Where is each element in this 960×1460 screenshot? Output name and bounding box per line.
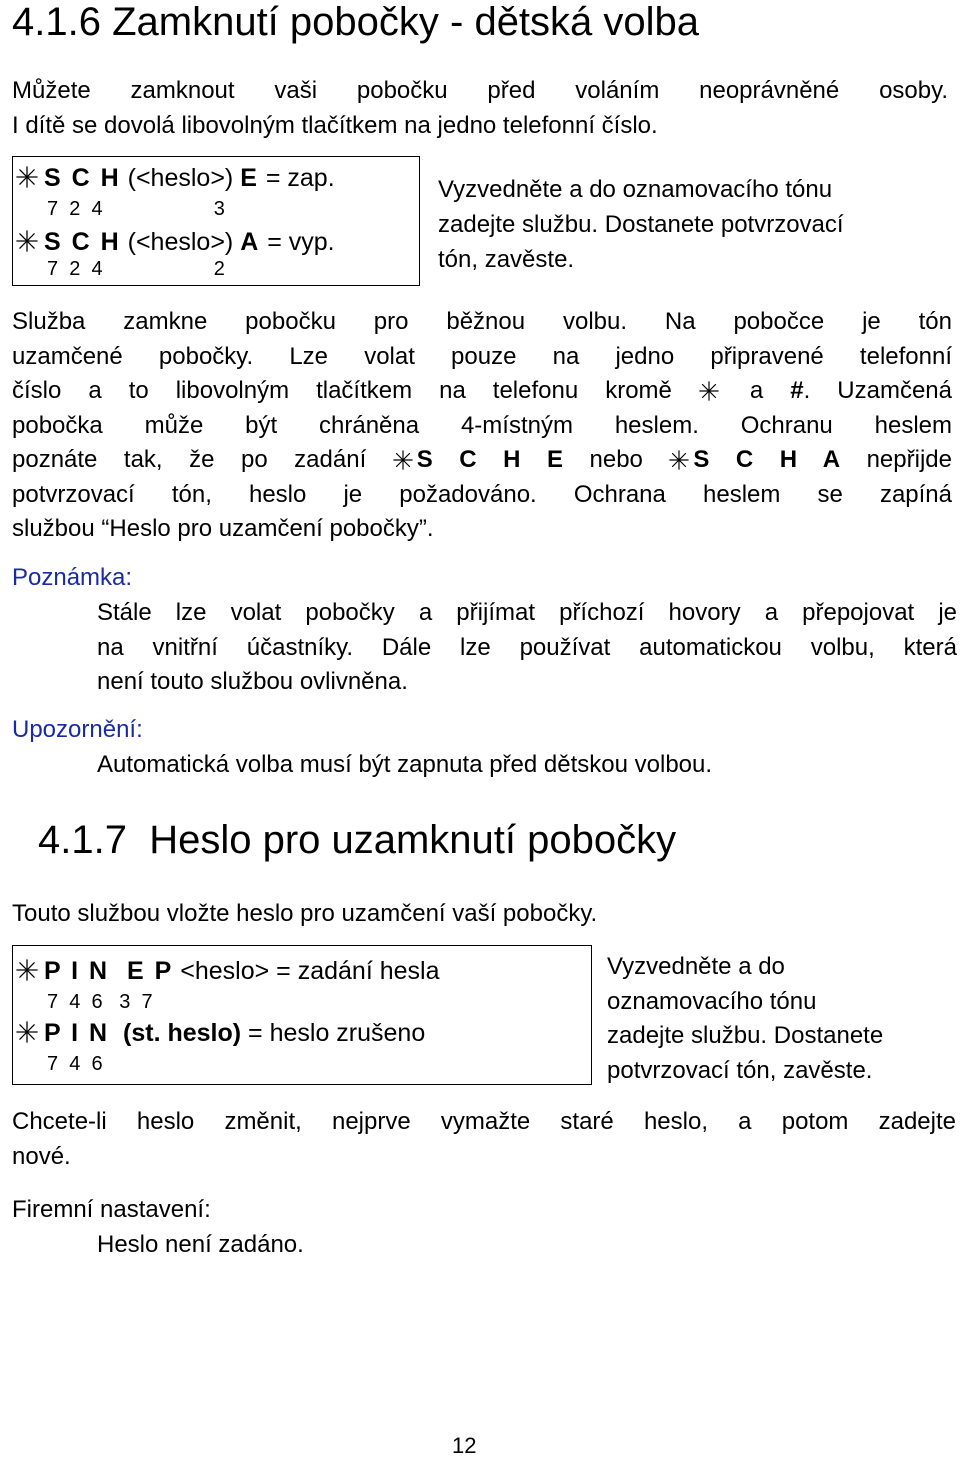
instruction-line: potvrzovací tón, zavěste. bbox=[607, 1056, 873, 1084]
change-paragraph: Chcete-li heslo změnit, nejprve vymažte staré heslo, a potom zadejte nové. bbox=[12, 1108, 956, 1170]
digits-pin-set: 7 4 6 3 7 bbox=[47, 991, 153, 1013]
star-key-icon bbox=[393, 450, 413, 470]
intro-line: I dítě se dovolá libovolným tlačítkem na jedno telefonní číslo. bbox=[12, 111, 658, 139]
section-heading-4-1-6: 4.1.6 Zamknutí pobočky - dětská volba bbox=[12, 0, 700, 44]
command-pin-clear: P I N (st. heslo) = heslo zrušeno bbox=[16, 1018, 425, 1048]
digits-lock-off: 7 2 4 2 bbox=[47, 258, 225, 280]
instructions-pin bbox=[607, 950, 883, 1088]
note-text: Stále lze volat pobočky a přijímat příchozí hovory a přepojovat je na vnitřní účastníky. Dále lze používat automatickou volbu, která není touto službou ovlivněna. bbox=[97, 599, 957, 695]
command-lock-on: S C H (<heslo>) E = zap. bbox=[16, 163, 335, 193]
digits-pin-clear: 7 4 6 bbox=[47, 1053, 103, 1075]
warning-text: Automatická volba musí být zapnuta před dětskou volbou. bbox=[97, 751, 713, 778]
star-key-icon bbox=[669, 450, 689, 470]
intro-paragraph bbox=[12, 74, 948, 143]
note-label: Poznámka: bbox=[12, 564, 133, 591]
instruction-line: zadejte službu. Dostanete bbox=[607, 1022, 884, 1049]
command-pin-set: P I N E P <heslo> = zadání hesla bbox=[16, 956, 440, 986]
instruction-line: tón, zavěste. bbox=[438, 246, 575, 273]
intro-line: Můžete zamknout vaši pobočku před voláním neoprávněné osoby. bbox=[12, 77, 948, 104]
star-key-icon bbox=[699, 381, 719, 401]
instruction-line: Vyzvedněte a do oznamovacího tónu bbox=[438, 176, 833, 203]
star-key-icon bbox=[16, 166, 38, 188]
default-value: Heslo není zadáno. bbox=[97, 1231, 304, 1258]
section-heading-4-1-7: 4.1.7 Heslo pro uzamknutí pobočky bbox=[38, 818, 677, 862]
instructions-lock bbox=[438, 172, 844, 277]
instruction-line: zadejte službu. Dostanete potvrzovací bbox=[438, 211, 844, 238]
warning-label: Upozornění: bbox=[12, 716, 143, 743]
page-number: 12 bbox=[452, 1433, 477, 1458]
command-lock-off: S C H (<heslo>) A = vyp. bbox=[16, 227, 335, 257]
description-paragraph: Služba zamkne pobočku pro běžnou volbu. Na pobočce je tón uzamčené pobočky. Lze volat pouze na jedno připravené telefonní číslo a to libovolným tlačítkem na telefonu kromě a #. Uzamčená pobočka může být chráněna 4-místným heslem. Ochranu heslem poznáte tak, že po zadání S C H E nebo S C H A nepřijde potvrzovací tón, heslo je požadováno. Ochrana heslem se zapíná službou “Heslo pro uzamčení pobočky”. bbox=[12, 308, 952, 542]
pin-intro: Touto službou vložte heslo pro uzamčení vaší pobočky. bbox=[12, 900, 598, 927]
default-label: Firemní nastavení: bbox=[12, 1196, 211, 1223]
star-key-icon bbox=[16, 959, 38, 981]
command-box-lock bbox=[12, 156, 420, 286]
star-key-icon bbox=[16, 1021, 38, 1043]
instruction-line: oznamovacího tónu bbox=[607, 987, 817, 1015]
instruction-line: Vyzvedněte a do bbox=[607, 953, 785, 980]
star-key-icon bbox=[16, 230, 38, 252]
digits-lock-on: 7 2 4 3 bbox=[47, 198, 225, 220]
command-box-pin bbox=[12, 945, 592, 1085]
